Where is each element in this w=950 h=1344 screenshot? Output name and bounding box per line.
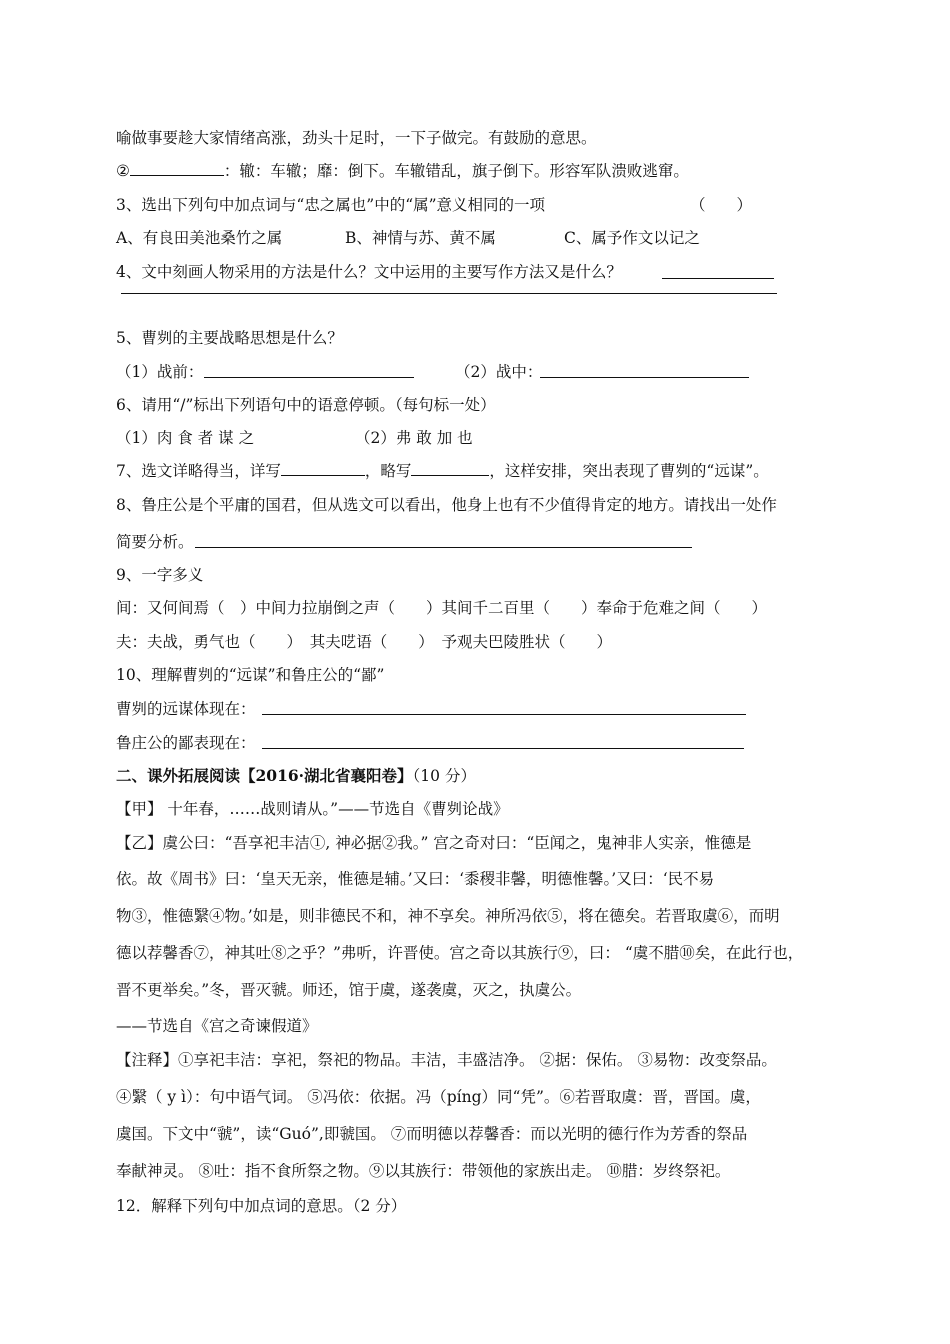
q5-part2-label: （2）战中： xyxy=(455,363,543,381)
q8-answer-blank[interactable] xyxy=(195,547,692,548)
section2-score: （10 分） xyxy=(412,767,476,785)
notes-line: 奉献神灵。 ⑧吐：指不食所祭之物。⑨以其族行：带领他的家族出走。 ⑩腊：岁终祭祀。 xyxy=(116,1162,731,1180)
q5-part1-label: （1）战前： xyxy=(116,363,204,381)
q3-answer-paren[interactable]: （ ） xyxy=(690,196,753,214)
q3-option-b: B、神情与苏、黄不属 xyxy=(345,229,496,247)
q7-part-b: ，略写 xyxy=(364,462,412,480)
q9-stem: 9、一字多义 xyxy=(116,566,204,584)
q9-fu-line: 夫：夫战，勇气也（ ） 其夫呓语（ ） 予观夫巴陵胜状（ ） xyxy=(116,633,613,651)
q10-part-a-label: 曹刿的远谋体现在： xyxy=(116,700,256,718)
notes-line: 虞国。下文中“虢”，读“Guó”,即虢国。 ⑦而明德以荐馨香：而以光明的德行作为芳香的祭品 xyxy=(116,1125,748,1143)
q6-sentence-1: （1）肉 食 者 谋 之 xyxy=(116,429,255,447)
section2-title: 二、课外拓展阅读【2016·湖北省襄阳卷】 xyxy=(116,766,413,785)
q5-stem: 5、曹刿的主要战略思想是什么？ xyxy=(116,329,343,347)
q7-blank-brief[interactable] xyxy=(411,461,489,476)
q6-sentence-2: （2）弗 敢 加 也 xyxy=(355,429,473,447)
q7-blank-detail[interactable] xyxy=(281,461,365,476)
q8-stem-cont: 简要分析。 xyxy=(116,533,194,551)
passage-yi-line: 依。故《周书》曰：‘皇天无亲，惟德是辅。’又曰：‘黍稷非馨，明德惟馨。’又曰：‘民不易 xyxy=(116,870,715,888)
q9-jian-line: 间：又何间焉（ ）中间力拉崩倒之声（ ）其间千二百里（ ）奉命于危难之间（ ） xyxy=(116,599,768,617)
q10-part-b-blank[interactable] xyxy=(262,748,744,749)
q3-stem: 3、选出下列句中加点词与“忠之属也”中的“属”意义相同的一项 xyxy=(116,196,546,214)
q6-stem: 6、请用“/”标出下列语句中的语意停顿。（每句标一处） xyxy=(116,396,496,414)
prev-explain-text: ：辙：车辙；靡：倒下。车辙错乱，旗子倒下。形容军队溃败逃窜。 xyxy=(223,162,689,180)
q3-option-a: A、有良田美池桑竹之属 xyxy=(116,229,283,247)
q10-part-a-blank[interactable] xyxy=(262,714,746,715)
q5-part1-blank[interactable] xyxy=(204,377,414,378)
q7-part-c: ，这样安排，突出表现了曹刿的“远谋”。 xyxy=(489,462,769,480)
q3-option-c: C、属予作文以记之 xyxy=(564,229,700,247)
notes-line: 【注释】①享祀丰洁：享祀，祭祀的物品。丰洁，丰盛洁净。 ②据：保佑。 ③易物：改变祭品。 xyxy=(116,1051,777,1069)
q7-part-a: 7、选文详略得当，详写 xyxy=(116,462,281,480)
section2-heading xyxy=(116,766,476,786)
passage-yi-line: 晋不更举矣。”冬，晋灭虢。师还，馆于虞，遂袭虞，灭之，执虞公。 xyxy=(116,981,582,999)
prev-explain-line: 喻做事要趁大家情绪高涨，劲头十足时，一下子做完。有鼓励的意思。 xyxy=(116,129,597,147)
q5-part2-blank[interactable] xyxy=(540,377,749,378)
passage-jia: 【甲】 十年春，……战则请从。”——节选自《曹刿论战》 xyxy=(116,800,509,818)
q4-answer-blank[interactable] xyxy=(662,278,774,279)
passage-yi-line: 【乙】虞公曰：“吾享祀丰洁①, 神必据②我。” 宫之奇对曰：“臣闻之，鬼神非人实亲，惟德是 xyxy=(116,834,752,852)
prev-blank-line xyxy=(116,161,689,181)
answer-blank[interactable] xyxy=(130,161,224,176)
q4-stem: 4、文中刻画人物采用的方法是什么？文中运用的主要写作方法又是什么？ xyxy=(116,263,622,281)
q4-answer-line[interactable] xyxy=(121,293,777,294)
circled-number: ② xyxy=(116,162,130,180)
q8-stem: 8、鲁庄公是个平庸的国君，但从选文可以看出，他身上也有不少值得肯定的地方。请找出一处作 xyxy=(116,496,777,514)
passage-yi-source: ——节选自《宫之奇谏假道》 xyxy=(116,1017,318,1035)
q10-stem: 10、理解曹刿的“远谋”和鲁庄公的“鄙” xyxy=(116,666,385,684)
passage-yi-line: 物③，惟德繄④物。’如是，则非德民不和，神不享矣。神所冯依⑤，将在德矣。若晋取虞⑥，而明 xyxy=(116,907,780,925)
q10-part-b-label: 鲁庄公的鄙表现在： xyxy=(116,734,256,752)
q7-line xyxy=(116,461,769,481)
notes-line: ④繄（ y ì）：句中语气词。 ⑤冯依：依据。冯（píng）同“凭”。⑥若晋取虞：晋，晋国。虞， xyxy=(116,1088,761,1106)
passage-yi-line: 德以荐馨香⑦，神其吐⑧之乎？”弗听，许晋使。宫之奇以其族行⑨，曰： “虞不腊⑩矣，在此行也， xyxy=(116,944,804,962)
q12-stem: 12．解释下列句中加点词的意思。（2 分） xyxy=(116,1197,407,1215)
